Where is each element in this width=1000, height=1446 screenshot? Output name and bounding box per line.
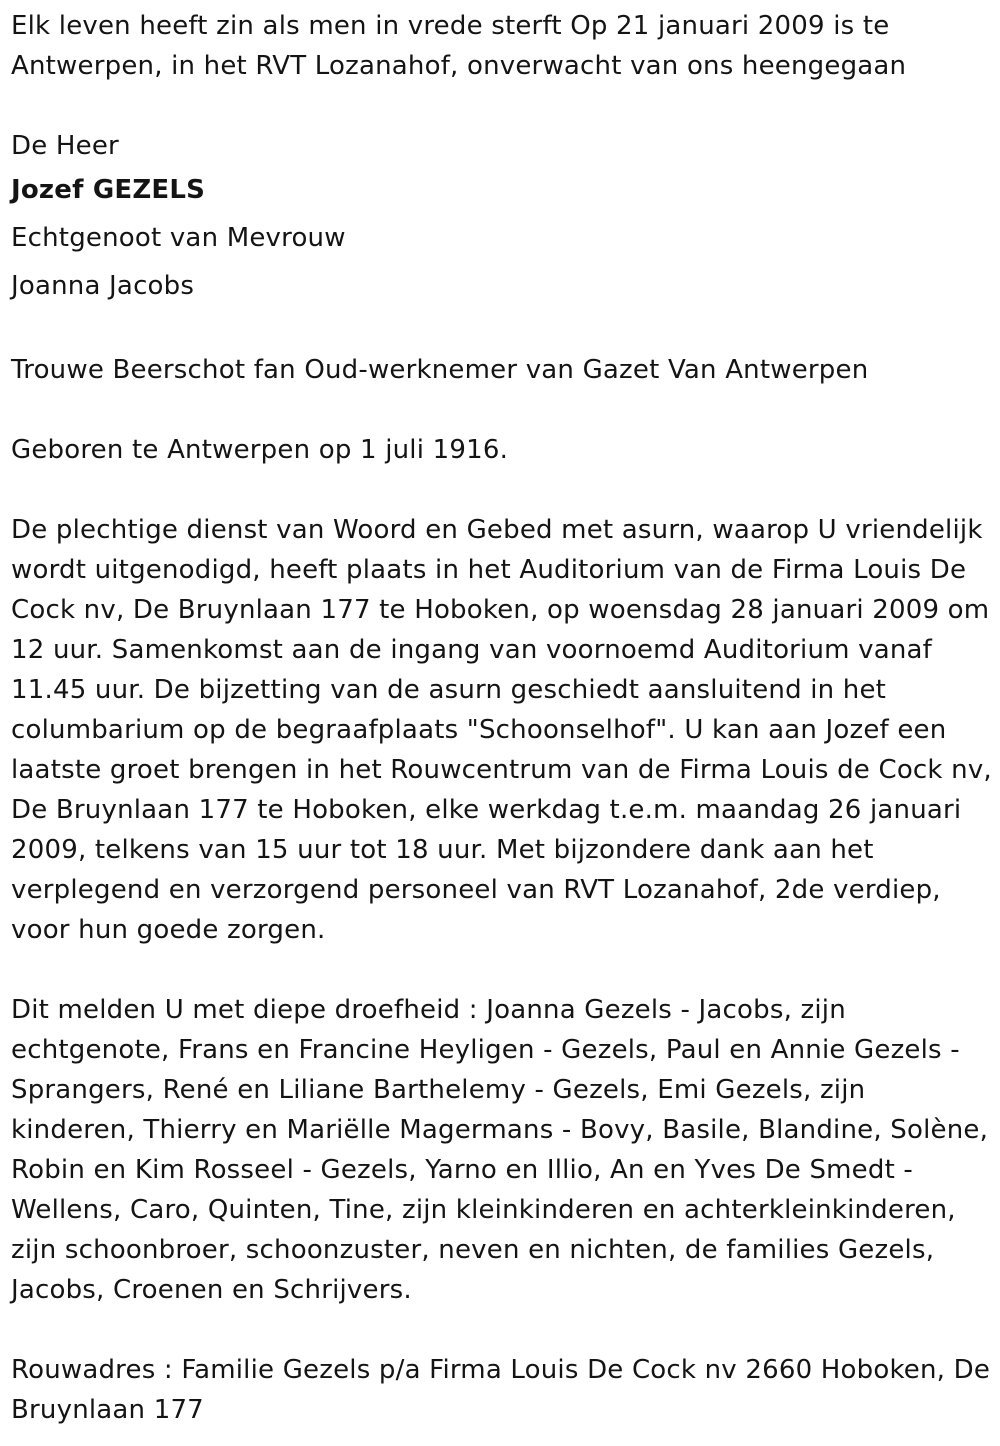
salutation: De Heer: [11, 131, 119, 161]
intro-paragraph: Elk leven heeft zin als men in vrede sterft Op 21 januari 2009 is te Antwerpen, in het RVT Lozanahof, onverwacht van ons heengegaan: [11, 11, 907, 81]
deceased-name: Jozef GEZELS: [11, 175, 206, 205]
birth-paragraph: Geboren te Antwerpen op 1 juli 1916.: [11, 435, 509, 465]
description-paragraph: Trouwe Beerschot fan Oud-werknemer van Gazet Van Antwerpen: [11, 355, 869, 385]
spouse-prefix: Echtgenoot van Mevrouw: [11, 223, 346, 253]
spacer: [11, 86, 995, 126]
obituary-document: [11, 6, 995, 1430]
family-paragraph: Dit melden U met diepe droefheid : Joanna Gezels - Jacobs, zijn echtgenote, Frans en Francine Heyligen - Gezels, Paul en Annie Gezels - Sprangers, René en Liliane Barthelemy - Gezels, Emi Gezels, zijn kinderen, Thierry en Mariëlle Magermans - Bovy, Basile, Blandine, Solène, Robin en Kim Rosseel - Gezels, Yarno en Illio, An en Yves De Smedt - Wellens, Caro, Quinten, Tine, zijn kleinkinderen en achterkleinkinderen, zijn schoonbroer, schoonzuster, neven en nichten, de families Gezels, Jacobs, Croenen en Schrijvers.: [11, 995, 989, 1305]
service-paragraph: De plechtige dienst van Woord en Gebed met asurn, waarop U vriendelijk wordt uitgenodigd, heeft plaats in het Auditorium van de Firma Louis De Cock nv, De Bruynlaan 177 te Hoboken, op woensdag 28 januari 2009 om 12 uur. Samenkomst aan de ingang van voornoemd Auditorium vanaf 11.45 uur. De bijzetting van de asurn geschiedt aansluitend in het columbarium op de begraafplaats "Schoonselhof". U kan aan Jozef een laatste groet brengen in het Rouwcentrum van de Firma Louis de Cock nv, De Bruynlaan 177 te Hoboken, elke werkdag t.e.m. maandag 26 januari 2009, telkens van 15 uur tot 18 uur. Met bijzondere dank aan het verplegend en verzorgend personeel van RVT Lozanahof, 2de verdiep, voor hun goede zorgen.: [11, 515, 992, 945]
spacer: [11, 470, 995, 510]
spacer: [11, 310, 995, 350]
spacer: [11, 1310, 995, 1350]
spouse-name: Joanna Jacobs: [11, 271, 195, 301]
address-paragraph: Rouwadres : Familie Gezels p/a Firma Louis De Cock nv 2660 Hoboken, De Bruynlaan 177: [11, 1355, 991, 1425]
spacer: [11, 390, 995, 430]
spacer: [11, 950, 995, 990]
